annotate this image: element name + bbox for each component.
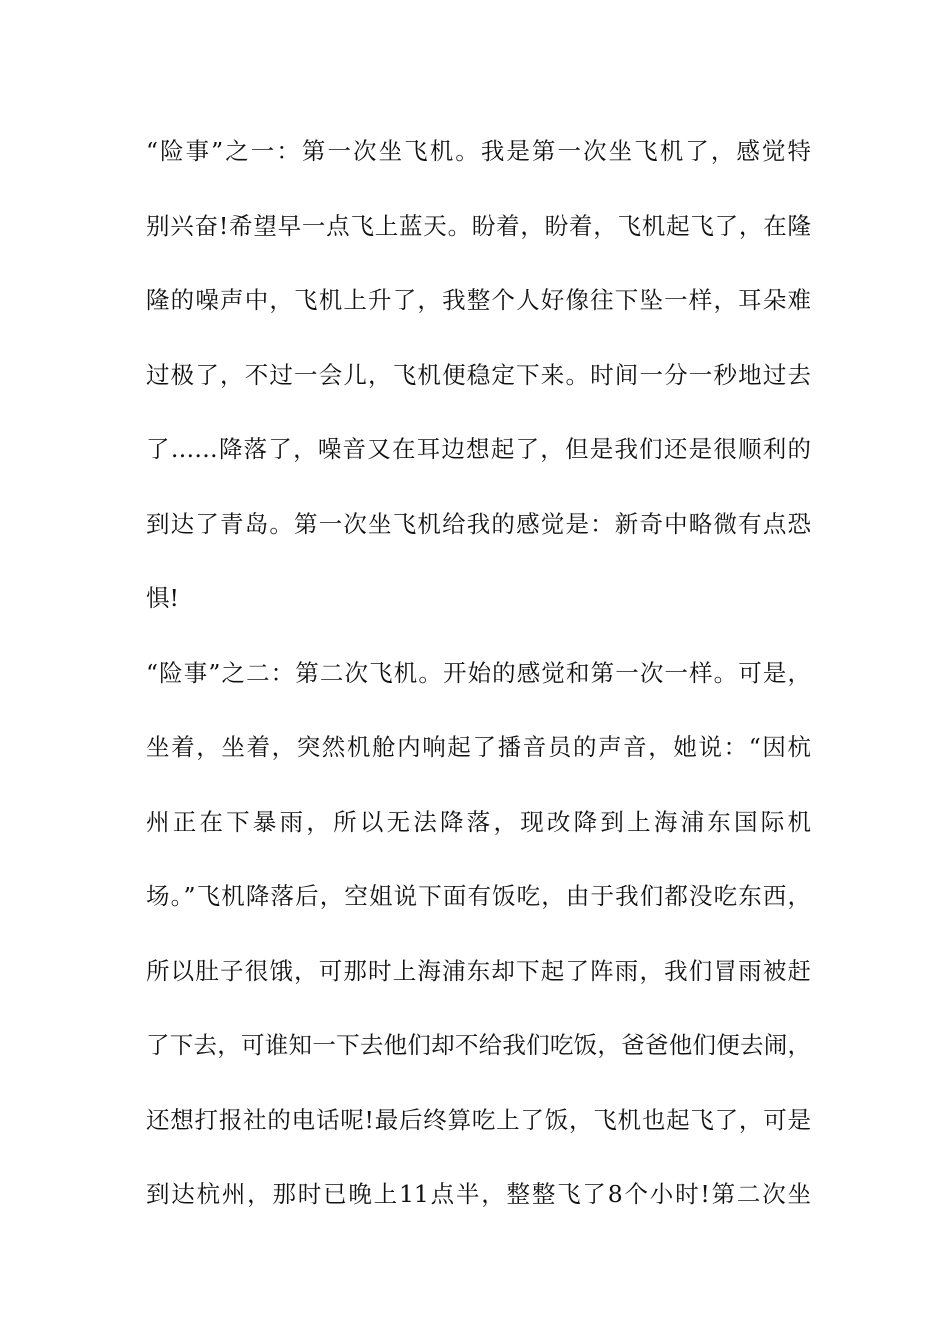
text-line: 坐着，坐着，突然机舱内响起了播音员的声音，她说：“因杭 [146,733,811,761]
text-line: 别兴奋!希望早一点飞上蓝天。盼着，盼着，飞机起飞了，在隆 [146,211,811,240]
text-line: 过极了，不过一会儿，飞机便稳定下来。时间一分一秒地过去 [146,360,811,389]
text-line: 到达杭州，那时已晚上11点半，整整飞了8个小时!第二次坐 [146,1180,811,1208]
text-line: 惧! [146,584,179,612]
text-line: 州正在下暴雨，所以无法降落，现改降到上海浦东国际机 [146,807,811,836]
body-text [146,130,811,1248]
text-line: 隆的噪声中，飞机上升了，我整个人好像往下坠一样，耳朵难 [146,286,811,314]
text-line: “险事”之一：第一次坐飞机。我是第一次坐飞机了，感觉特 [146,137,811,165]
text-line: 所以肚子很饿，可那时上海浦东却下起了阵雨，我们冒雨被赶 [146,956,811,985]
text-line: 还想打报社的电话呢!最后终算吃上了饭，飞机也起飞了，可是 [146,1105,811,1134]
text-line: 场。”飞机降落后，空姐说下面有饭吃，由于我们都没吃东西， [146,882,811,910]
text-line: 了……降落了，噪音又在耳边想起了，但是我们还是很顺利的 [146,435,811,463]
text-line: 到达了青岛。第一次坐飞机给我的感觉是：新奇中略微有点恐 [146,509,811,538]
text-line: “险事”之二：第二次飞机。开始的感觉和第一次一样。可是， [146,658,811,687]
text-line: 了下去，可谁知一下去他们却不给我们吃饭，爸爸他们便去闹， [146,1031,811,1059]
